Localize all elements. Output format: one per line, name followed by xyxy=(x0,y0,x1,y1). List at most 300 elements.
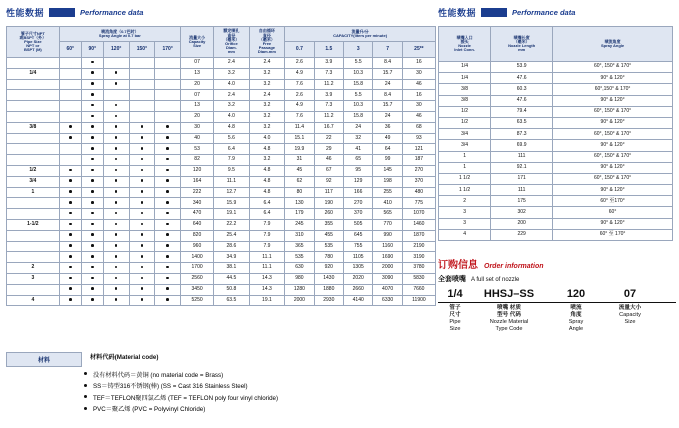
availability-dot-icon xyxy=(115,223,118,226)
cell-flow-1: 16.7 xyxy=(314,122,343,133)
cell-flow-2: 1105 xyxy=(344,252,373,263)
availability-dot-icon xyxy=(115,298,118,301)
availability-dot-icon xyxy=(91,190,94,193)
cell-angle-2 xyxy=(103,79,129,90)
availability-dot-icon xyxy=(141,266,144,269)
cell-angle-4 xyxy=(155,144,181,155)
order-title-cn: 订购信息 xyxy=(438,260,478,271)
cell-pipe-size xyxy=(7,111,60,122)
table-row xyxy=(7,295,436,306)
availability-dot-icon xyxy=(166,255,169,258)
availability-dot-icon xyxy=(115,82,118,85)
availability-dot-icon xyxy=(166,287,169,290)
cell-nozzle-length: 79.4 xyxy=(491,106,553,117)
cell-pipe-size xyxy=(7,133,60,144)
order-legend-item: 管子 尺寸 Pipe Size xyxy=(449,305,461,332)
cell-flow-1: 67 xyxy=(314,165,343,176)
nozzle-header-row xyxy=(439,27,673,62)
availability-dot-icon xyxy=(91,93,94,96)
cell-nozzle-length: 53.9 xyxy=(491,62,553,73)
cell-flow-0: 11.4 xyxy=(285,122,314,133)
cell-capacity-size: 960 xyxy=(181,241,214,252)
cell-flow-3: 24 xyxy=(373,111,402,122)
cell-nozzle-angle: 60°, 150° & 170° xyxy=(553,106,673,117)
cell-pipe-size: 1 xyxy=(7,187,60,198)
cell-angle-4 xyxy=(155,273,181,284)
availability-dot-icon xyxy=(91,147,94,150)
availability-dot-icon xyxy=(115,158,118,161)
cell-angle-1 xyxy=(81,68,103,79)
cell-capacity-size: 164 xyxy=(181,176,214,187)
cell-nozzle-angle: 90° & 120° xyxy=(553,95,673,106)
cell-angle-0 xyxy=(59,263,81,274)
cell-orifice: 2.4 xyxy=(214,58,250,69)
cell-pipe-size: 3 xyxy=(7,273,60,284)
cell-angle-0 xyxy=(59,144,81,155)
cell-flow-4: 1070 xyxy=(402,209,435,220)
cell-flow-0: 15.1 xyxy=(285,133,314,144)
cell-nozzle-angle: 90° & 120° xyxy=(553,117,673,128)
cell-capacity-size: 40 xyxy=(181,133,214,144)
cell-flow-1: 46 xyxy=(314,155,343,166)
table-row xyxy=(439,185,673,196)
cell-nozzle-inlet: 3/8 xyxy=(439,95,491,106)
cell-flow-2: 370 xyxy=(344,209,373,220)
cell-flow-2: 645 xyxy=(344,230,373,241)
cell-orifice: 44.5 xyxy=(214,273,250,284)
cell-free-passage: 2.4 xyxy=(249,90,285,101)
cell-flow-3: 8.4 xyxy=(373,58,402,69)
cell-flow-2: 2660 xyxy=(344,284,373,295)
col-pressure-0-7: 0.7 xyxy=(285,42,314,58)
cell-nozzle-angle: 60°,150° & 170° xyxy=(553,84,673,95)
cell-angle-1 xyxy=(81,198,103,209)
cell-flow-4: 3190 xyxy=(402,252,435,263)
cell-flow-3: 770 xyxy=(373,219,402,230)
cell-angle-4 xyxy=(155,58,181,69)
cell-flow-2: 166 xyxy=(344,187,373,198)
cell-angle-2 xyxy=(103,155,129,166)
cell-nozzle-length: 111 xyxy=(491,151,553,162)
cell-angle-2 xyxy=(103,58,129,69)
cell-angle-4 xyxy=(155,295,181,306)
cell-angle-4 xyxy=(155,101,181,112)
cell-flow-4: 3780 xyxy=(402,263,435,274)
cell-flow-2: 270 xyxy=(344,198,373,209)
cell-flow-2: 755 xyxy=(344,241,373,252)
cell-nozzle-length: 87.3 xyxy=(491,129,553,140)
cell-nozzle-inlet: 3 xyxy=(439,207,491,218)
availability-dot-icon xyxy=(69,277,72,280)
cell-flow-2: 15.8 xyxy=(344,111,373,122)
cell-angle-1 xyxy=(81,165,103,176)
cell-nozzle-angle: 90° & 120° xyxy=(553,73,673,84)
cell-angle-0 xyxy=(59,198,81,209)
cell-flow-0: 7.6 xyxy=(285,111,314,122)
table-row xyxy=(7,176,436,187)
table-row xyxy=(7,273,436,284)
availability-dot-icon xyxy=(115,201,118,204)
cell-angle-4 xyxy=(155,68,181,79)
cell-flow-1: 92 xyxy=(314,176,343,187)
cell-angle-4 xyxy=(155,198,181,209)
cell-orifice: 2.4 xyxy=(214,90,250,101)
availability-dot-icon xyxy=(166,125,169,128)
cell-flow-1: 1430 xyxy=(314,273,343,284)
cell-angle-1 xyxy=(81,90,103,101)
cell-flow-2: 15.8 xyxy=(344,79,373,90)
order-code-capacity-size: 07 xyxy=(623,288,637,300)
cell-flow-4: 1460 xyxy=(402,219,435,230)
col-angle-60: 60° xyxy=(59,42,81,58)
availability-dot-icon xyxy=(166,298,169,301)
cell-angle-2 xyxy=(103,198,129,209)
cell-nozzle-inlet: 1 1/2 xyxy=(439,173,491,184)
availability-dot-icon xyxy=(91,115,94,118)
availability-dot-icon xyxy=(166,223,169,226)
availability-dot-icon xyxy=(91,266,94,269)
availability-dot-icon xyxy=(91,298,94,301)
cell-capacity-size: 30 xyxy=(181,122,214,133)
cell-flow-4: 11900 xyxy=(402,295,435,306)
cell-pipe-size xyxy=(7,101,60,112)
performance-table xyxy=(6,26,436,306)
availability-dot-icon xyxy=(115,125,118,128)
availability-dot-icon xyxy=(166,201,169,204)
cell-angle-0 xyxy=(59,58,81,69)
cell-angle-2 xyxy=(103,176,129,187)
cell-capacity-size: 82 xyxy=(181,155,214,166)
availability-dot-icon xyxy=(166,212,169,215)
cell-angle-4 xyxy=(155,230,181,241)
cell-nozzle-angle: 60° 至 170° xyxy=(553,229,673,240)
cell-flow-1: 29 xyxy=(314,144,343,155)
cell-flow-2: 10.3 xyxy=(344,101,373,112)
material-code-block xyxy=(6,352,436,416)
availability-dot-icon xyxy=(91,201,94,204)
availability-dot-icon xyxy=(166,179,169,182)
table-row xyxy=(7,165,436,176)
table-row xyxy=(7,187,436,198)
material-code-item: TEF＝TEFLON聚四氯乙烯 (TEF = TEFLON poly four vinyl chloride) xyxy=(84,393,436,402)
cell-angle-0 xyxy=(59,209,81,220)
cell-angle-4 xyxy=(155,252,181,263)
cell-orifice: 6.4 xyxy=(214,144,250,155)
order-title xyxy=(438,256,676,271)
cell-orifice: 38.1 xyxy=(214,263,250,274)
cell-angle-3 xyxy=(129,165,155,176)
order-subtitle-cn: 全套喷嘴 xyxy=(438,276,466,283)
cell-flow-1: 3.9 xyxy=(314,90,343,101)
cell-angle-3 xyxy=(129,144,155,155)
table-row xyxy=(439,162,673,173)
table-row xyxy=(7,101,436,112)
cell-nozzle-inlet: 1 1/2 xyxy=(439,185,491,196)
cell-flow-1: 7.3 xyxy=(314,68,343,79)
cell-flow-0: 630 xyxy=(285,263,314,274)
availability-dot-icon xyxy=(115,136,118,139)
cell-flow-0: 130 xyxy=(285,198,314,209)
availability-dot-icon xyxy=(141,147,144,150)
table-row xyxy=(439,117,673,128)
availability-dot-icon xyxy=(91,212,94,215)
material-code-item: SS＝铸型316不锈钢(棒) (SS = Cast 316 Stainless Steel) xyxy=(84,381,436,390)
material-code-item: PVC＝聚乙烯 (PVC = Polyvinyl Chloride) xyxy=(84,404,436,413)
cell-angle-4 xyxy=(155,165,181,176)
cell-angle-3 xyxy=(129,241,155,252)
cell-angle-3 xyxy=(129,101,155,112)
cell-pipe-size xyxy=(7,198,60,209)
cell-angle-4 xyxy=(155,155,181,166)
cell-free-passage: 4.8 xyxy=(249,165,285,176)
cell-flow-1: 355 xyxy=(314,219,343,230)
cell-nozzle-inlet: 3/4 xyxy=(439,140,491,151)
cell-angle-0 xyxy=(59,68,81,79)
cell-pipe-size xyxy=(7,252,60,263)
availability-dot-icon xyxy=(141,190,144,193)
cell-orifice: 19.1 xyxy=(214,209,250,220)
cell-flow-0: 4.9 xyxy=(285,68,314,79)
cell-free-passage: 6.4 xyxy=(249,198,285,209)
cell-angle-0 xyxy=(59,101,81,112)
cell-nozzle-angle: 90° & 120° xyxy=(553,185,673,196)
cell-capacity-size: 20 xyxy=(181,79,214,90)
cell-orifice: 4.8 xyxy=(214,122,250,133)
cell-angle-3 xyxy=(129,111,155,122)
cell-angle-2 xyxy=(103,241,129,252)
cell-flow-4: 16 xyxy=(402,90,435,101)
cell-nozzle-inlet: 1/4 xyxy=(439,62,491,73)
cell-orifice: 22.2 xyxy=(214,219,250,230)
cell-free-passage: 4.8 xyxy=(249,187,285,198)
cell-flow-0: 62 xyxy=(285,176,314,187)
table-row xyxy=(439,173,673,184)
cell-pipe-size: 4 xyxy=(7,295,60,306)
cell-flow-0: 980 xyxy=(285,273,314,284)
availability-dot-icon xyxy=(69,212,72,215)
cell-nozzle-angle: 60° xyxy=(553,207,673,218)
cell-free-passage: 3.2 xyxy=(249,79,285,90)
cell-flow-3: 255 xyxy=(373,187,402,198)
cell-angle-1 xyxy=(81,133,103,144)
cell-orifice: 9.5 xyxy=(214,165,250,176)
cell-nozzle-inlet: 3/8 xyxy=(439,84,491,95)
col-spray-angle-group: 喷流角度（0.7巴时） Spray Angle at 0.7 bar xyxy=(59,27,180,42)
cell-angle-2 xyxy=(103,133,129,144)
material-code-list xyxy=(6,370,436,413)
order-code-spray-angle: 120 xyxy=(566,288,586,300)
availability-dot-icon xyxy=(69,223,72,226)
cell-flow-3: 1160 xyxy=(373,241,402,252)
cell-flow-1: 535 xyxy=(314,241,343,252)
cell-free-passage: 7.9 xyxy=(249,230,285,241)
cell-pipe-size: 2 xyxy=(7,263,60,274)
material-code-item: 没有材料代码＝黄铜 (no material code = Brass) xyxy=(84,370,436,379)
availability-dot-icon xyxy=(141,212,144,215)
cell-capacity-size: 53 xyxy=(181,144,214,155)
availability-dot-icon xyxy=(91,233,94,236)
order-legend-item: 喷流 角度 Spray Angle xyxy=(568,305,584,332)
cell-angle-0 xyxy=(59,284,81,295)
table-row xyxy=(7,284,436,295)
availability-dot-icon xyxy=(69,255,72,258)
cell-free-passage: 4.0 xyxy=(249,133,285,144)
cell-orifice: 4.0 xyxy=(214,79,250,90)
cell-flow-4: 46 xyxy=(402,79,435,90)
cell-flow-4: 7660 xyxy=(402,284,435,295)
cell-free-passage: 7.9 xyxy=(249,241,285,252)
cell-flow-2: 24 xyxy=(344,122,373,133)
material-head xyxy=(6,352,436,367)
cell-angle-1 xyxy=(81,252,103,263)
col-nozzle-inlet: 喷嘴入口 接头 Nozzle Inlet Conn. xyxy=(439,27,491,62)
cell-free-passage: 11.1 xyxy=(249,263,285,274)
cell-angle-2 xyxy=(103,111,129,122)
cell-angle-0 xyxy=(59,295,81,306)
availability-dot-icon xyxy=(91,179,94,182)
availability-dot-icon xyxy=(69,266,72,269)
table-row xyxy=(7,241,436,252)
cell-angle-4 xyxy=(155,133,181,144)
availability-dot-icon xyxy=(115,179,118,182)
cell-free-passage: 3.2 xyxy=(249,155,285,166)
cell-angle-2 xyxy=(103,90,129,101)
availability-dot-icon xyxy=(115,277,118,280)
cell-nozzle-inlet: 1/4 xyxy=(439,73,491,84)
cell-nozzle-inlet: 2 xyxy=(439,196,491,207)
availability-dot-icon xyxy=(141,277,144,280)
cell-flow-3: 2000 xyxy=(373,263,402,274)
availability-dot-icon xyxy=(141,244,144,247)
cell-angle-4 xyxy=(155,187,181,198)
cell-flow-3: 6330 xyxy=(373,295,402,306)
availability-dot-icon xyxy=(91,255,94,258)
col-angle-120: 120° xyxy=(103,42,129,58)
availability-dot-icon xyxy=(91,277,94,280)
col-angle-150: 150° xyxy=(129,42,155,58)
order-legend-item: 喷嘴 材质 型号 代码 Nozzle Material Type Code xyxy=(489,305,529,332)
availability-dot-icon xyxy=(91,104,94,107)
col-nozzle-spray-angle: 喷流角度 Spray Angle xyxy=(553,27,673,62)
availability-dot-icon xyxy=(141,255,144,258)
cell-capacity-size: 2560 xyxy=(181,273,214,284)
cell-angle-1 xyxy=(81,122,103,133)
availability-dot-icon xyxy=(166,266,169,269)
cell-pipe-size xyxy=(7,58,60,69)
cell-flow-3: 4070 xyxy=(373,284,402,295)
header-bar-icon xyxy=(49,8,75,17)
cell-angle-0 xyxy=(59,252,81,263)
order-code-line xyxy=(438,288,676,303)
cell-free-passage: 3.2 xyxy=(249,111,285,122)
availability-dot-icon xyxy=(91,287,94,290)
cell-pipe-size xyxy=(7,155,60,166)
cell-angle-1 xyxy=(81,219,103,230)
availability-dot-icon xyxy=(91,71,94,74)
availability-dot-icon xyxy=(69,201,72,204)
cell-angle-2 xyxy=(103,273,129,284)
cell-angle-1 xyxy=(81,176,103,187)
availability-dot-icon xyxy=(69,136,72,139)
col-nozzle-length: 喷嘴长度 （毫米） Nozzle Length mm xyxy=(491,27,553,62)
table-row xyxy=(7,133,436,144)
cell-pipe-size xyxy=(7,209,60,220)
availability-dot-icon xyxy=(166,233,169,236)
material-title: 材料代码(Material code) xyxy=(90,354,159,361)
cell-flow-0: 365 xyxy=(285,241,314,252)
cell-flow-2: 95 xyxy=(344,165,373,176)
cell-free-passage: 3.2 xyxy=(249,101,285,112)
cell-angle-2 xyxy=(103,165,129,176)
cell-angle-0 xyxy=(59,241,81,252)
cell-flow-0: 1280 xyxy=(285,284,314,295)
order-code-legend xyxy=(438,305,676,333)
cell-angle-1 xyxy=(81,58,103,69)
cell-angle-3 xyxy=(129,122,155,133)
cell-angle-1 xyxy=(81,241,103,252)
col-angle-90: 90° xyxy=(81,42,103,58)
cell-capacity-size: 820 xyxy=(181,230,214,241)
col-pressure-3: 3 xyxy=(344,42,373,58)
cell-free-passage: 7.9 xyxy=(249,219,285,230)
cell-nozzle-length: 63.5 xyxy=(491,117,553,128)
cell-capacity-size: 470 xyxy=(181,209,214,220)
cell-nozzle-length: 111 xyxy=(491,185,553,196)
cell-orifice: 63.5 xyxy=(214,295,250,306)
cell-angle-4 xyxy=(155,219,181,230)
cell-angle-3 xyxy=(129,155,155,166)
availability-dot-icon xyxy=(115,287,118,290)
cell-nozzle-inlet: 3/4 xyxy=(439,129,491,140)
cell-flow-3: 565 xyxy=(373,209,402,220)
table-row xyxy=(439,218,673,229)
cell-capacity-size: 07 xyxy=(181,58,214,69)
cell-free-passage: 3.2 xyxy=(249,68,285,79)
cell-angle-1 xyxy=(81,209,103,220)
cell-angle-4 xyxy=(155,111,181,122)
cell-nozzle-inlet: 1/2 xyxy=(439,117,491,128)
availability-dot-icon xyxy=(115,190,118,193)
cell-flow-1: 260 xyxy=(314,209,343,220)
cell-angle-0 xyxy=(59,133,81,144)
cell-flow-2: 65 xyxy=(344,155,373,166)
cell-flow-0: 535 xyxy=(285,252,314,263)
cell-nozzle-length: 302 xyxy=(491,207,553,218)
availability-dot-icon xyxy=(91,125,94,128)
availability-dot-icon xyxy=(69,125,72,128)
availability-dot-icon xyxy=(91,223,94,226)
table-row xyxy=(7,58,436,69)
availability-dot-icon xyxy=(141,287,144,290)
material-label: 材料 xyxy=(6,352,82,367)
nozzle-length-table xyxy=(438,26,673,241)
table-row xyxy=(439,196,673,207)
availability-dot-icon xyxy=(91,158,94,161)
cell-angle-3 xyxy=(129,176,155,187)
table-row xyxy=(439,229,673,240)
cell-pipe-size: 1-1/2 xyxy=(7,219,60,230)
cell-flow-4: 46 xyxy=(402,111,435,122)
cell-nozzle-length: 69.9 xyxy=(491,140,553,151)
cell-angle-3 xyxy=(129,252,155,263)
cell-angle-3 xyxy=(129,198,155,209)
right-section-header xyxy=(438,6,575,19)
cell-flow-1: 3.9 xyxy=(314,58,343,69)
cell-nozzle-inlet: 1 xyxy=(439,162,491,173)
table-row xyxy=(7,155,436,166)
cell-flow-3: 24 xyxy=(373,79,402,90)
availability-dot-icon xyxy=(91,136,94,139)
